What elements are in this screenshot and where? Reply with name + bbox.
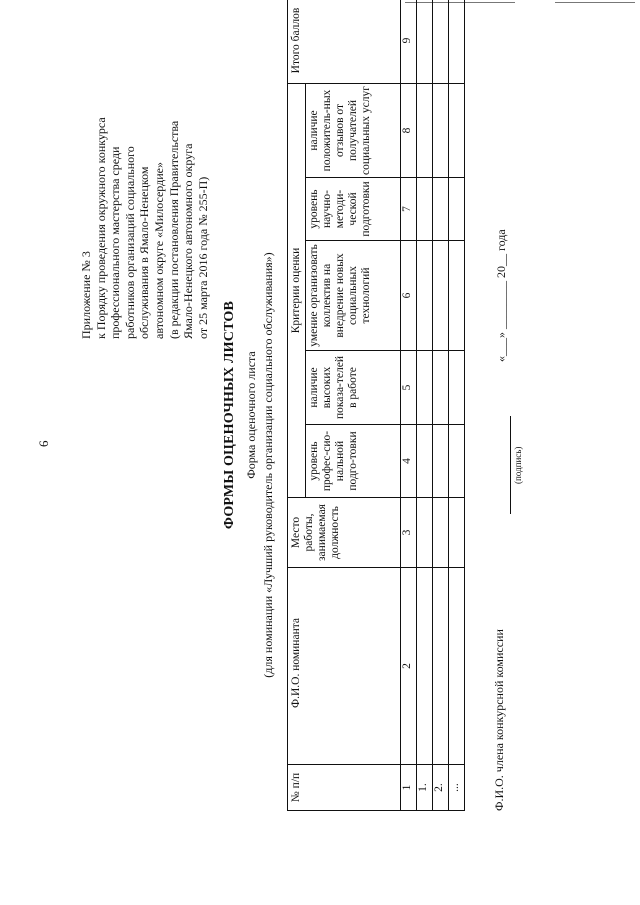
table-cell (417, 351, 433, 425)
column-number: 8 (401, 84, 417, 178)
table-cell (433, 425, 449, 498)
table-cell (433, 84, 449, 178)
table-cell (449, 178, 465, 241)
column-number: 2 (401, 568, 417, 765)
table-cell (449, 351, 465, 425)
table-cell (433, 568, 449, 765)
table-row (417, 0, 433, 811)
signature-line (510, 416, 511, 514)
header-total-score: Итого баллов (288, 0, 401, 84)
page-number: 6 (36, 440, 51, 447)
row-number: ... (449, 765, 465, 811)
table-row (449, 0, 465, 811)
table-row (433, 0, 449, 811)
column-number-row (401, 0, 417, 811)
column-number: 9 (401, 0, 417, 84)
annex-line: профессионального мастерства среди (108, 146, 123, 339)
annex-line: Ямало-Ненецкого автономного округа (181, 143, 196, 339)
table-cell (417, 425, 433, 498)
row-number: 1. (417, 765, 433, 811)
header-criterion-3: умение организовать коллектив на внедрение новых социальных технологий (306, 241, 401, 351)
column-number: 3 (401, 498, 417, 568)
nomination-text: (для номинации «Лучший руководитель организации социального обслуживания») (261, 252, 275, 678)
table-cell (433, 178, 449, 241)
table-cell (433, 241, 449, 351)
header-criterion-1: уровень профес-сио-нальной подго-товки (306, 425, 401, 498)
column-number: 5 (401, 351, 417, 425)
header-criterion-2: наличие высоких показа-телей в работе (306, 351, 401, 425)
table-cell (417, 568, 433, 765)
table-cell (449, 0, 465, 84)
annex-line: (в редакции постановления Правительства (166, 120, 181, 339)
table-cell (433, 351, 449, 425)
header-nominee-name: Ф.И.О. номинанта (288, 568, 401, 765)
table-cell (433, 0, 449, 84)
annex-line: обслуживания в Ямало-Ненецком (137, 166, 152, 339)
table-cell (449, 425, 465, 498)
table-cell (449, 241, 465, 351)
column-number: 7 (401, 178, 417, 241)
table-cell (449, 84, 465, 178)
header-criteria: Критерии оценки (288, 84, 306, 498)
evaluation-table (287, 0, 465, 811)
header-workplace-position: Место работы, занимаемая должность (288, 498, 401, 568)
annex-line: Приложение № 3 (79, 251, 93, 339)
table-cell (417, 498, 433, 568)
commission-member-label: Ф.И.О. члена конкурсной комиссии (492, 629, 506, 811)
annex-line: от 25 марта 2016 года № 255-П) (195, 176, 210, 339)
column-number: 4 (401, 425, 417, 498)
page-title: ФОРМЫ ОЦЕНОЧНЫХ ЛИСТОВ (222, 300, 237, 530)
table-cell (417, 241, 433, 351)
annex-line: к Порядку проведения окружного конкурса (93, 117, 108, 339)
table-cell (417, 84, 433, 178)
column-number: 6 (401, 241, 417, 351)
header-number: № п/п (288, 765, 401, 811)
table-cell (433, 498, 449, 568)
annex-header (79, 117, 210, 339)
signature-caption: (подпись) (513, 446, 523, 484)
header-criterion-4: уровень научно-методи-ческой подготовки (306, 178, 401, 241)
header-criterion-5: наличие положитель-ных отзывов от получателей социальных услуг (306, 84, 401, 178)
row-number: 2. (433, 765, 449, 811)
table-cell (417, 0, 433, 84)
column-number: 1 (401, 765, 417, 811)
table-cell (449, 498, 465, 568)
annex-line: работников организаций социального (122, 146, 137, 339)
signature-date: «___» ________ 20__ года (494, 229, 508, 362)
table-cell (417, 178, 433, 241)
table-cell (449, 568, 465, 765)
annex-line: автономном округе «Милосердие» (151, 162, 166, 339)
form-name: Форма оценочного листа (244, 351, 258, 479)
